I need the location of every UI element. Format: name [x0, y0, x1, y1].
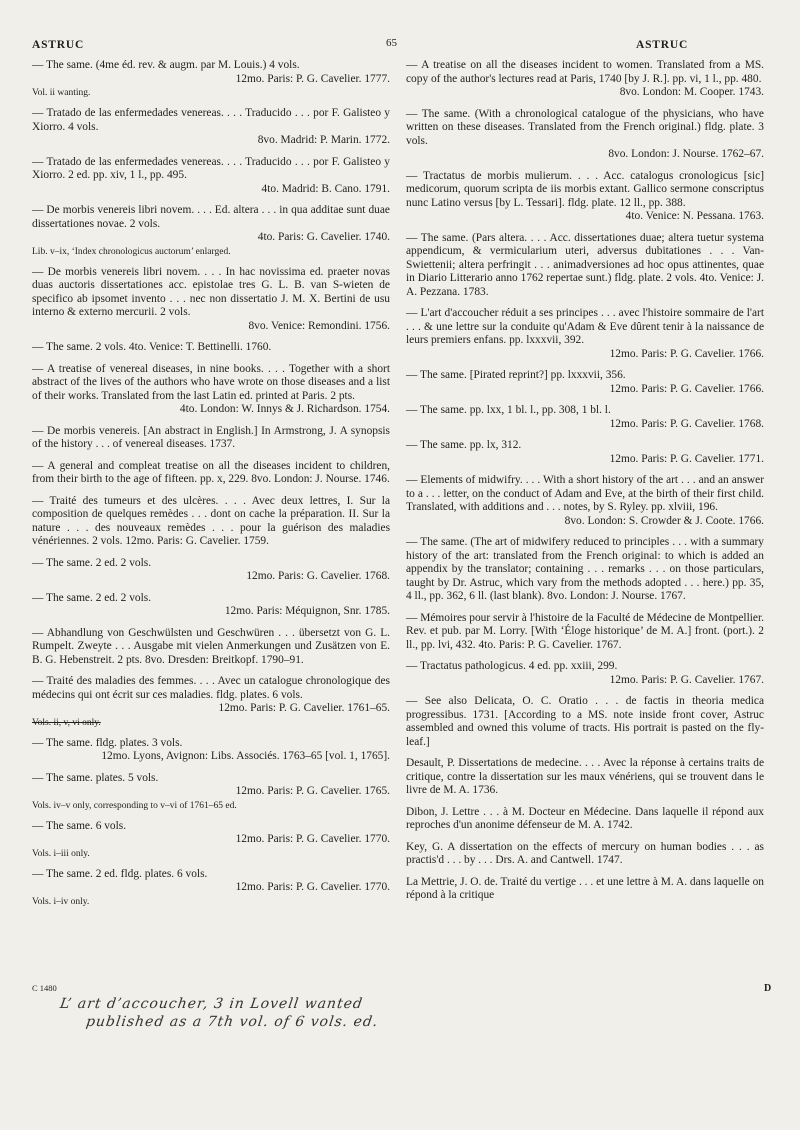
entry-text: — The same. pp. lx, 312.: [406, 439, 522, 451]
entry-imprint: 4to. Madrid: B. Cano. 1791.: [261, 182, 390, 195]
entry-text: — Traité des maladies des femmes. . . . Avec un catalogue chronologique des médecins qui ont écrit sur ces maladies. fldg. plates. 6 vols.: [32, 675, 390, 701]
catalogue-entry: [406, 612, 764, 653]
entry-text: — L'art d'accoucher réduit a ses principes . . . avec l'histoire sommaire de l'art . . . & une lettre sur la conduite qu'Adam & Eve dûrent tenir à la naissance de leurs premiers enfans. pp. lxxxvii, 392.: [406, 307, 764, 346]
entry-note: Lib. v–ix, ‘Index chronologicus auctorum’ enlarged.: [32, 246, 231, 257]
entry-imprint: 12mo. Paris: Méquignon, Snr. 1785.: [224, 605, 390, 617]
entry-imprint: 12mo. Paris: P. G. Cavelier. 1767.: [609, 673, 764, 686]
catalogue-entry: [32, 107, 390, 148]
entry-text: — The same. 6 vols.: [32, 819, 127, 832]
entry-text: — Abhandlung von Geschwülsten und Geschwüren . . . übersetzt von G. L. Rumpelt. Zweyte . . . Ausgabe mit vielen Anmerkungen und Zusätzen von E. B. G. Hebenstreit. 2 pts. 8vo. Dresden: Breitkopf. 1790–91.: [32, 626, 390, 666]
catalogue-entry: [32, 820, 390, 860]
entry-imprint: 12mo. Paris: P. G. Cavelier. 1765.: [235, 785, 390, 797]
entry-imprint: 8vo. London: J. Nourse. 1762–67.: [608, 148, 764, 160]
entry-text: — See also Delicata, O. C. Oratio . . . de factis in theoria medica progressibus. 1731. [According to a MS. note inside front cover, Astruc assembled and owned this volume of tracts. His portrait is pasted on the fly-leaf.]: [406, 695, 764, 748]
entry-text: — A general and compleat treatise on all the diseases incident to children, from their birth to the age of fifteen. pp. x, 229. 8vo. London: J. Nourse. 1746.: [32, 459, 390, 485]
signature-mark: C 1480: [32, 983, 57, 993]
entry-text: — Tratado de las enfermedades venereas. . . . Traducido . . . por F. Galisteo y Xiorro. 4 vols.: [32, 107, 390, 133]
entry-imprint: 8vo. Venice: Remondini. 1756.: [248, 319, 390, 332]
entry-text: — De morbis venereis. [An abstract in English.] In Armstrong, J. A synopsis of the history . . . of venereal diseases. 1737.: [32, 424, 390, 450]
entry-text: — The same. fldg. plates. 3 vols.: [32, 736, 183, 749]
entry-imprint: 12mo. Paris: P. G. Cavelier. 1777.: [235, 72, 390, 85]
catalogue-entry: [32, 772, 390, 812]
entry-text: — The same. (Pars altera. . . . Acc. dissertationes duae; altera tuetur systema appendicum, & vermicularium uteri, adversus dubitationes . . . Van-Swiettenii; altera perfringit . . . animadversiones ad hoc opus attinentes, quae in Diario Litterario anno 1762 repertae sunt.) fldg. plate. 2 vols. 4to. Venice: J. A. Pezzana. 1783.: [406, 231, 764, 298]
catalogue-entry: [406, 404, 764, 431]
entry-imprint: 12mo. Paris: P. G. Cavelier. 1771.: [609, 452, 764, 465]
catalogue-entry: [406, 660, 764, 687]
catalogue-entry: [406, 876, 764, 903]
entry-text: La Mettrie, J. O. de. Traité du vertige . . . et une lettre à M. A. dans laquelle on répond à la critique: [406, 875, 764, 901]
entry-text: — De morbis venereis libri novem. . . . In hac novissima ed. praeter novas duas auctoris dissertationes acc. epistolae tres G. L. B. van S-wieten de specifico ab ipsomet invento . . . nec non dissertatio J. M. X. Bertini de usu interno & externo mercurii. 2 vols.: [32, 265, 390, 318]
catalogue-entry: [32, 341, 390, 355]
catalogue-entry: [32, 266, 390, 334]
catalogue-entry: [32, 868, 390, 908]
catalogue-entry: [406, 841, 764, 868]
entry-text: — The same. (With a chronological catalogue of the physicians, who have written on these diseases. Translated from the French original.) fldg. plate. 3 vols.: [406, 107, 764, 147]
catalogue-entry: [32, 627, 390, 668]
entry-text: — The same. 2 vols. 4to. Venice: T. Bettinelli. 1760.: [32, 341, 272, 353]
entry-imprint: 4to. Paris: G. Cavelier. 1740.: [257, 231, 390, 243]
catalogue-entry: [406, 806, 764, 833]
catalogue-entry: [32, 675, 390, 729]
catalogue-entry: [32, 592, 390, 619]
entry-note: Vols. i–iv only.: [32, 896, 90, 907]
catalogue-entry: [32, 156, 390, 197]
catalogue-entry: [406, 108, 764, 162]
left-column: [32, 59, 390, 916]
running-head-left: ASTRUC: [32, 39, 85, 51]
entry-imprint: 12mo. Paris: P. G. Cavelier. 1768.: [609, 417, 764, 430]
entry-imprint: 12mo. Paris: G. Cavelier. 1768.: [246, 570, 390, 582]
entry-text: Key, G. A dissertation on the effects of mercury on human bodies . . . as practis'd . . . by . . . Drs. A. and Cantwell. 1747.: [406, 840, 764, 866]
running-head-right: ASTRUC: [636, 39, 689, 51]
catalogue-entry: [406, 170, 764, 224]
entry-note: Vols. iv–v only, corresponding to v–vi of 1761–65 ed.: [32, 800, 237, 811]
entry-imprint: 12mo. Paris: P. G. Cavelier. 1761–65.: [218, 702, 390, 714]
entry-note: Vols. ii, v, vi only.: [32, 717, 101, 728]
entry-text: — The same. 2 ed. fldg. plates. 6 vols.: [32, 867, 208, 880]
entry-text: Desault, P. Dissertations de medecine. . . . Avec la réponse à certains traits de critique, contre la dissertation sur les maux vénériens, qui se trouvent dans le livre de M. A. 1736.: [406, 757, 764, 796]
catalogue-entry: [32, 204, 390, 258]
entry-text: — The same. plates. 5 vols.: [32, 771, 159, 784]
entry-text: — Traité des tumeurs et des ulcères. . . . Avec deux lettres, I. Sur la composition de quelques remèdes . . . dont on cache la préparation. II. Sur la nature . . . des nouveaux remèdes . . . pour la guérison des maladies vénériennes. 2 vols. 12mo. Paris: G. Cavelier. 1759.: [32, 494, 390, 547]
entry-imprint: 12mo. Lyons, Avignon: Libs. Associés. 1763–65 [vol. 1, 1765].: [101, 750, 390, 762]
entry-text: — The same. (4me éd. rev. & augm. par M. Louis.) 4 vols.: [32, 59, 300, 71]
entry-text: — The same. 2 ed. 2 vols.: [32, 556, 152, 569]
catalogue-entry: [32, 363, 390, 417]
entry-imprint: 8vo. London: M. Cooper. 1743.: [619, 86, 764, 98]
catalogue-entry: [32, 737, 390, 764]
entry-text: — Mémoires pour servir à l'histoire de la Faculté de Médecine de Montpellier. Rev. et pub. par M. Lorry. [With ‘Éloge historique’ de M. A.] front. (port.). 2 ll., pp. lvi, 432. 4to. Paris: P. G. Cavelier. 1767.: [406, 611, 764, 651]
entry-text: — Tractatus pathologicus. 4 ed. pp. xxiii, 299.: [406, 660, 618, 672]
entry-text: — Elements of midwifry. . . . With a short history of the art . . . and an answer to a . . . letter, on the conduct of Adam and Eve, at the birth of their first child. Translated, with additions and . . . notes, by S. Ryley. pp. xlviii, 196.: [406, 474, 764, 513]
catalogue-entry: [406, 369, 764, 396]
entry-text: Dibon, J. Lettre . . . à M. Docteur en Médecine. Dans laquelle il répond aux reproches d'un anonime défenseur de M. A. 1742.: [406, 805, 764, 831]
catalogue-entry: [32, 460, 390, 487]
entry-text: — The same. (The art of midwifery reduced to principles . . . with a summary history of the art: translated from the French original: to which is added an appendix by the translator; containing . . . remarks . . . on those particulars, taught by Dr. Astruc, which vary from the methods adopted . . . here.) pp. 35, 4 ll., pp. 362, 6 ll. (last blank). 8vo. London: J. Nourse. 1767.: [406, 536, 764, 602]
catalogue-entry: [406, 757, 764, 798]
entry-note: Vol. ii wanting.: [32, 88, 91, 98]
entry-text: — Tractatus de morbis mulierum. . . . Acc. catalogus cronologicus [sic] medicorum, quorum scripta de iis morbis extant. Gallico sermone conscriptus nunc Latino versus [by L. Tessari]. fldg. plate. 12 ll., pp. 388.: [406, 169, 764, 209]
entry-text: — Tratado de las enfermedades venereas. . . . Traducido . . . por F. Galisteo y Xiorro. 2 ed. pp. xiv, 1 l., pp. 495.: [32, 155, 390, 181]
gathering-mark: D: [764, 983, 772, 994]
entry-imprint: 12mo. Paris: P. G. Cavelier. 1766.: [609, 347, 764, 360]
entry-text: — The same. 2 ed. 2 vols.: [32, 591, 152, 604]
entry-imprint: 8vo. London: S. Crowder & J. Coote. 1766.: [564, 514, 764, 527]
entry-imprint: 8vo. Madrid: P. Marin. 1772.: [257, 134, 390, 146]
handwritten-annotation-line-1: L’ art d’accoucher, 3 in Lovell wanted: [58, 996, 365, 1012]
entry-imprint: 12mo. Paris: P. G. Cavelier. 1770.: [235, 833, 390, 845]
entry-text: — The same. [Pirated reprint?] pp. lxxxvii, 356.: [406, 369, 626, 381]
catalogue-entry: [32, 557, 390, 584]
entry-imprint: 4to. Venice: N. Pessana. 1763.: [625, 210, 764, 222]
catalogue-entry: [406, 695, 764, 749]
entry-text: — The same. pp. lxx, 1 bl. l., pp. 308, 1 bl. l.: [406, 404, 611, 416]
catalogue-entry: [32, 425, 390, 452]
entry-imprint: 12mo. Paris: P. G. Cavelier. 1770.: [235, 881, 390, 893]
entry-note: Vols. i–iii only.: [32, 848, 90, 859]
entry-text: — A treatise of venereal diseases, in nine books. . . . Together with a short abstract of the lives of the authors who have wrote on those diseases and a list of their works. Translated from the last Latin ed. printed at Paris. 2 pts.: [32, 362, 390, 402]
right-column: [406, 59, 764, 911]
catalogue-entry: [406, 59, 764, 100]
catalogue-entry: [32, 495, 390, 549]
entry-imprint: 12mo. Paris: P. G. Cavelier. 1766.: [609, 382, 764, 395]
catalogue-entry: [32, 59, 390, 99]
catalogue-entry: [406, 536, 764, 604]
handwritten-annotation-line-2: published as a 7th vol. of 6 vols. ed.: [84, 1014, 380, 1030]
entry-text: — De morbis venereis libri novem. . . . Ed. altera . . . in qua additae sunt duae dissertationes novae. 2 vols.: [32, 204, 390, 230]
catalogue-entry: [406, 439, 764, 466]
catalogue-entry: [406, 474, 764, 528]
catalogue-entry: [406, 307, 764, 361]
catalogue-entry: [406, 232, 764, 300]
entry-text: — A treatise on all the diseases incident to women. Translated from a MS. copy of the author's lectures read at Paris, 1740 [by J. R.]. pp. vi, 1 l., pp. 480.: [406, 59, 764, 85]
page-number: 65: [386, 37, 397, 49]
entry-imprint: 4to. London: W. Innys & J. Richardson. 1754.: [179, 403, 390, 415]
